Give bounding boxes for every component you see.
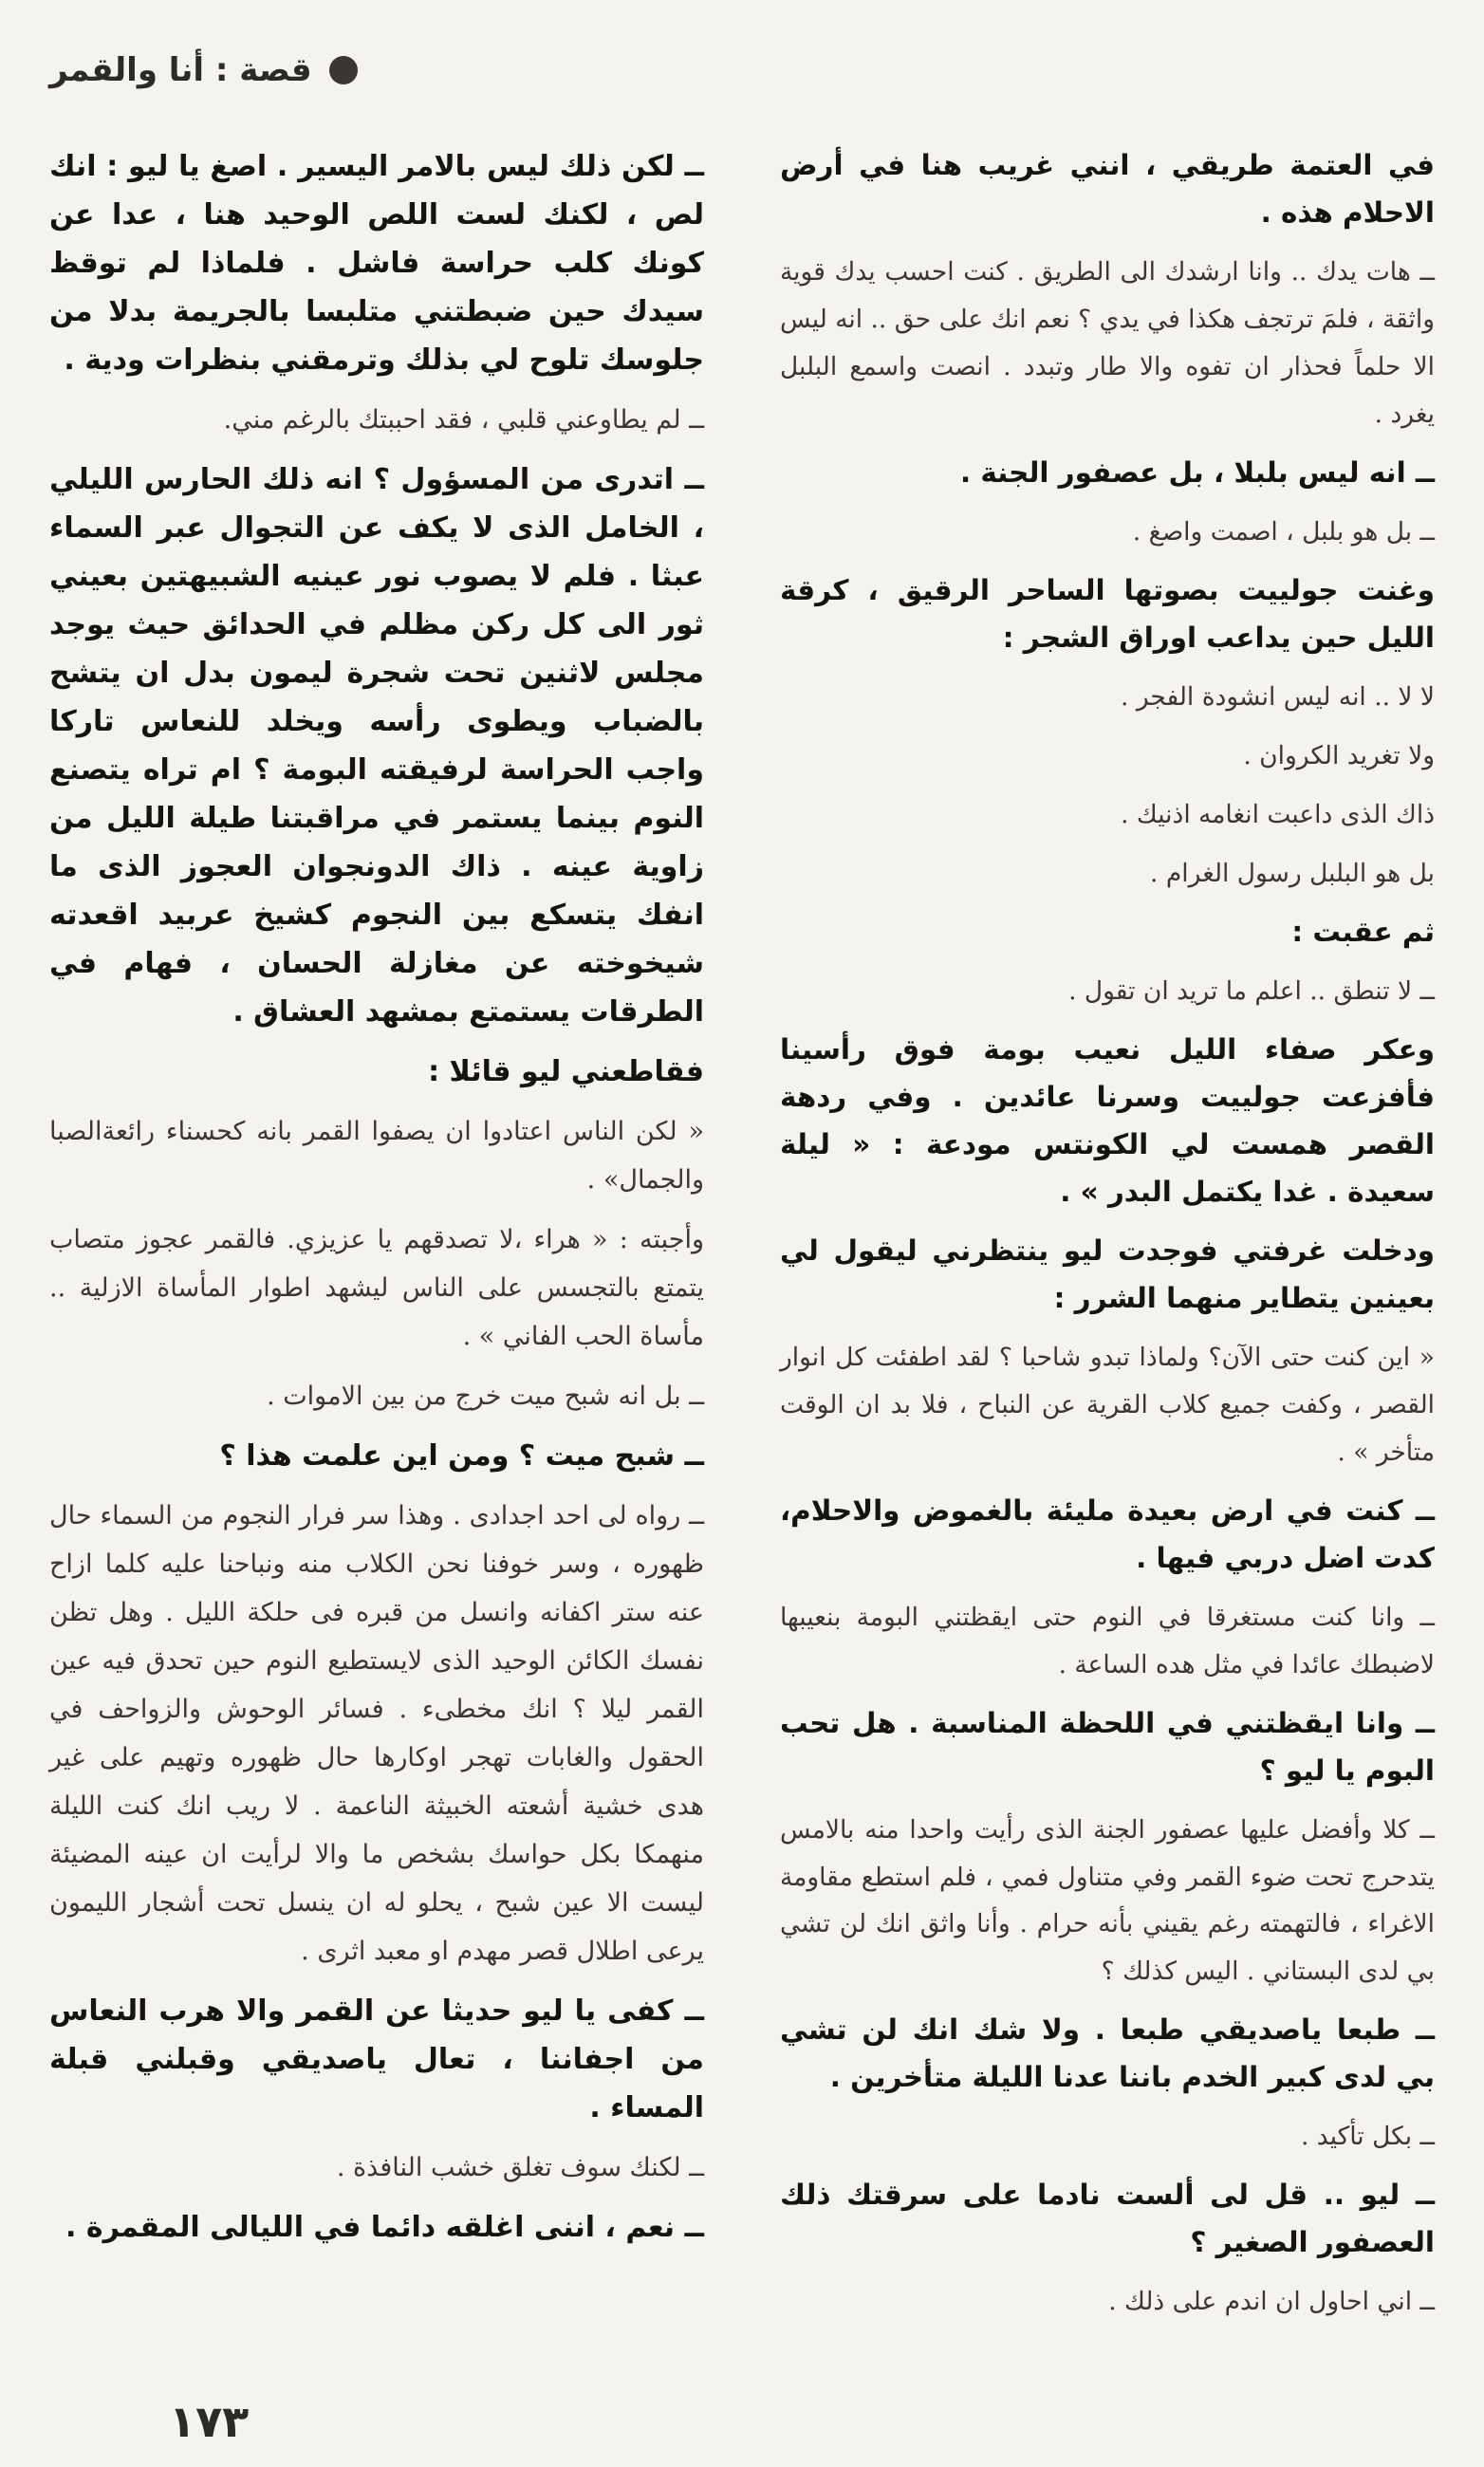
paragraph: ــ بل انه شبح ميت خرج من بين الاموات . xyxy=(267,1382,704,1411)
paragraph: ــ كنت في ارض بعيدة مليئة بالغموض والاحلام، كدت اضل دربي فيها . xyxy=(780,1493,1435,1574)
paragraph: ــ لكنك سوف تغلق خشب النافذة . xyxy=(336,2153,704,2182)
paragraph: وغنت جولييت بصوتها الساحر الرقيق ، كرقة الليل حين يداعب اوراق الشجر : xyxy=(780,573,1435,654)
paragraph: فقاطعني ليو قائلا : xyxy=(428,1055,704,1088)
paragraph: ودخلت غرفتي فوجدت ليو ينتظرني ليقول لي بعينين يتطاير منهما الشرر : xyxy=(780,1234,1435,1314)
left-column xyxy=(49,142,704,2263)
paragraph: ذاك الذى داعبت انغامه اذنيك . xyxy=(1121,799,1435,829)
paragraph: ــ اني احاول ان اندم على ذلك . xyxy=(1108,2287,1435,2317)
paragraph: « لكن الناس اعتادوا ان يصفوا القمر بانه كحسناء رائعةالصبا والجمال» . xyxy=(49,1117,704,1195)
paragraph: وعكر صفاء الليل نعيب بومة فوق رأسينا فأفزعت جولييت وسرنا عائدين . وفي ردهة القصر همست لي الكونتس مودعة : « ليلة سعيدة . غدا يكتمل البدر » . xyxy=(780,1032,1435,1208)
paragraph: وأجبته : « هراء ،لا تصدقهم يا عزيزي. فالقمر عجوز متصاب يتمتع بالتجسس على الناس ليشهد اطوار المأساة الازلية .. مأساة الحب الفاني » . xyxy=(49,1225,704,1351)
paragraph: ــ كفى يا ليو حديثا عن القمر والا هرب النعاس من اجفاننا ، تعال ياصديقي وقبلني قبلة المساء . xyxy=(49,1994,704,2124)
paragraph: ــ كلا وأفضل عليها عصفور الجنة الذى رأيت واحدا منه بالامس يتدحرج تحت ضوء القمر وفي متناول فمي ، فلم استطع مقاومة الاغراء ، فالتهمته رغم يقيني بأنه حرام . وأنا واثق انك لن تشي بي لدى البستاني . اليس كذلك ؟ xyxy=(780,1814,1435,1987)
paragraph: ــ لا تنطق .. اعلم ما تريد ان تقول . xyxy=(1068,975,1435,1006)
story-title: قصة : أنا والقمر xyxy=(49,51,312,89)
paragraph: ــ وانا ايقظتني في اللحظة المناسبة . هل تحب البوم يا ليو ؟ xyxy=(780,1706,1435,1787)
paragraph: ــ انه ليس بلبلا ، بل عصفور الجنة . xyxy=(959,455,1435,489)
paragraph: لا لا .. انه ليس انشودة الفجر . xyxy=(1121,681,1435,712)
paragraph: ــ بل هو بلبل ، اصمت واصغ . xyxy=(1132,516,1435,547)
paragraph: ــ ليو .. قل لى ألست نادما على سرقتك ذلك العصفور الصغير ؟ xyxy=(780,2179,1435,2259)
bullet-icon xyxy=(329,56,358,84)
paragraph: ثم عقبت : xyxy=(1291,915,1435,948)
paragraph: ــ شبح ميت ؟ ومن اين علمت هذا ؟ xyxy=(219,1439,704,1473)
paragraph: ــ لكن ذلك ليس بالامر اليسير . اصغ يا ليو : انك لص ، لكنك لست اللص الوحيد هنا ، عدا عن كونك كلب حراسة فاشل . فلماذا لم توقظ سيدك حين ضبطتني متلبسا بالجريمة بدلا من جلوسك تلوح لي بذلك وترمقني بنظرات ودية . xyxy=(49,150,704,377)
paragraph: بل هو البلبل رسول الغرام . xyxy=(1150,858,1435,888)
paragraph: ــ اتدرى من المسؤول ؟ انه ذلك الحارس الليلي ، الخامل الذى لا يكف عن التجوال عبر السماء عبثا . فلم لا يصوب نور عينيه الشبيهتين بعيني ثور الى كل ركن مظلم في الحدائق حيث يوجد مجلس لاثنين تحت شجرة ليمون بدل ان يتشح بالضباب ويطوى رأسه ويخلد للنعاس تاركا واجب الحراسة لرفيقته البومة ؟ ام تراه يتصنع النوم بينما يستمر في مراقبتنا طيلة الليل من زاوية عينه . ذاك الدونجوان العجوز الذى ما انفك يتسكع بين النجوم كشيخ عربيد اقعدته شيخوخته عن مغازلة الحسان ، فهام في الطرقات يستمتع بمشهد العشاق . xyxy=(49,463,704,1029)
paragraph: ــ هات يدك .. وانا ارشدك الى الطريق . كنت احسب يدك قوية واثقة ، فلمَ ترتجف هكذا في يدي ؟ نعم انك على حق .. انه ليس الا حلماً فحذار ان تفوه والا طار وتبدد . انصت واسمع البلبل يغرد . xyxy=(780,256,1435,429)
paragraph: ــ طبعا ياصديقي طبعا . ولا شك انك لن تشي بي لدى كبير الخدم باننا عدنا الليلة متأخرين . xyxy=(780,2013,1435,2094)
paragraph: ــ نعم ، اننى اغلقه دائما في الليالى المقمرة . xyxy=(65,2211,704,2244)
page-number: ١٧٣ xyxy=(169,2396,250,2447)
paragraph: ولا تغريد الكروان . xyxy=(1243,740,1435,770)
paragraph: ــ وانا كنت مستغرقا في النوم حتى ايقظتني البومة بنعيبها لاضبطك عائدا في مثل هده الساعة . xyxy=(780,1602,1435,1679)
paragraph: ــ رواه لى احد اجدادى . وهذا سر فرار النجوم من السماء حال ظهوره ، وسر خوفنا نحن الكلاب منه ونباحنا عليه كلما ازاح عنه ستر اكفانه وانسل من قبره فى حلكة الليل . وهل تظن نفسك الكائن الوحيد الذى لايستطيع النوم حين تحدق فيه عين القمر ليلا ؟ انك مخطىء . فسائر الوحوش والزواحف في الحقول والغابات تهجر اوكارها حال ظهوره وتهيم على غير هدى خشية أشعته الخبيثة الناعمة . لا ريب انك كنت الليلة منهمكا بكل حواسك بشخص ما والا لرأيت ان عينه المضيئة ليست الا عين شبح ، يحلو له ان ينسل تحت أشجار الليمون يرعى اطلال قصر مهدم او معبد اثرى . xyxy=(49,1501,704,1966)
right-column xyxy=(780,142,1435,2337)
paragraph: « اين كنت حتى الآن؟ ولماذا تبدو شاحبا ؟ لقد اطفئت كل انوار القصر ، وكفت جميع كلاب القرية عن النباح ، فلا بد ان الوقت متأخر » . xyxy=(780,1342,1435,1467)
paragraph: في العتمة طريقي ، انني غريب هنا في أرض الاحلام هذه . xyxy=(780,149,1435,229)
paragraph: ــ بكل تأكيد . xyxy=(1300,2122,1435,2152)
story-header xyxy=(49,51,358,89)
paragraph: ــ لم يطاوعني قلبي ، فقد احببتك بالرغم مني. xyxy=(223,405,704,435)
